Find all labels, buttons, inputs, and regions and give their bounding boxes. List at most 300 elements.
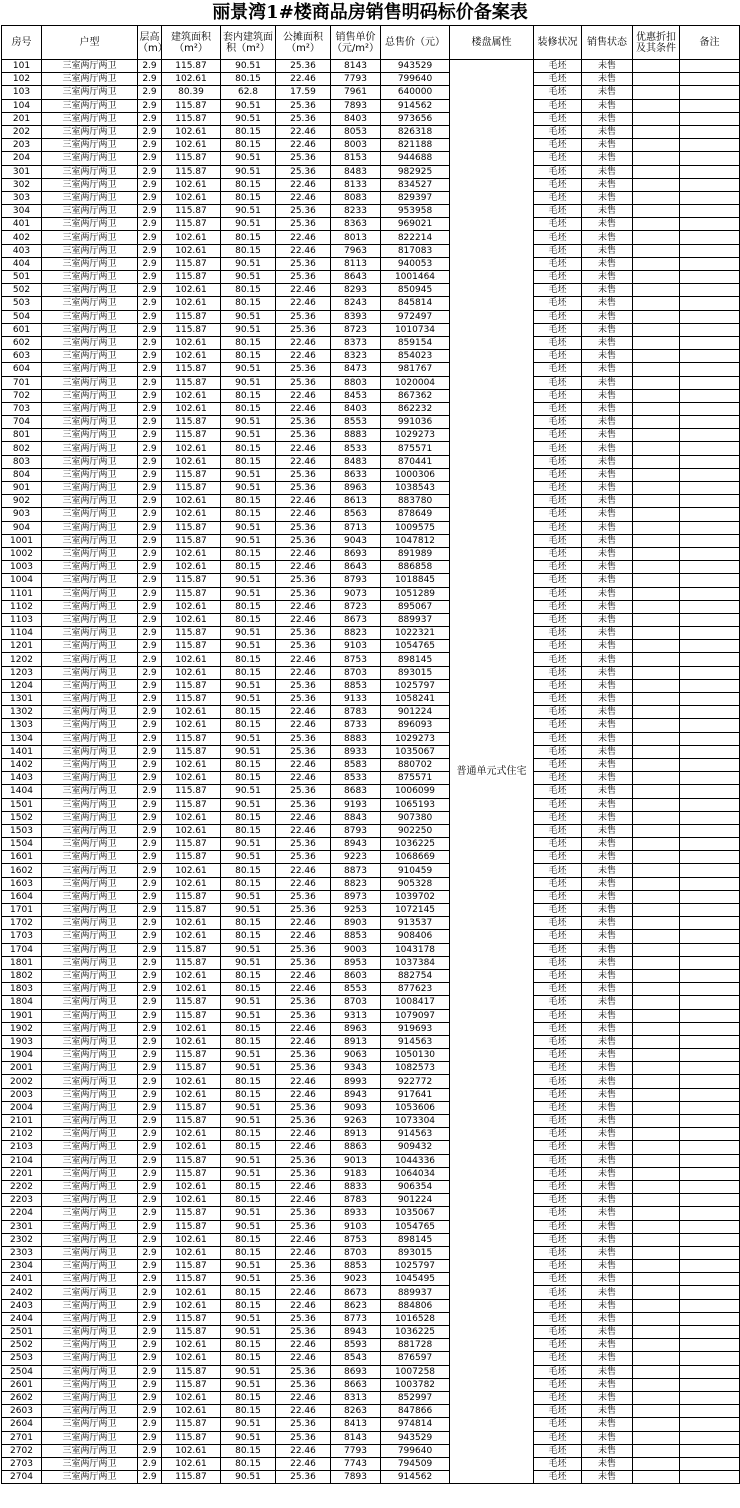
type-cell: 三室两厅两卫: [42, 178, 138, 191]
type-cell: 三室两厅两卫: [42, 824, 138, 837]
inner-area-cell: 90.51: [221, 785, 276, 798]
discount-cell: [633, 1365, 680, 1378]
gross-area-cell: 115.87: [162, 1418, 221, 1431]
table-row: [2, 1154, 740, 1167]
unit-price-cell: 8733: [331, 719, 381, 732]
gross-area-cell: 115.87: [162, 1260, 221, 1273]
unit-price-cell: 8873: [331, 864, 381, 877]
shared-area-cell: 25.36: [276, 152, 331, 165]
inner-area-cell: 90.51: [221, 1471, 276, 1484]
total-price-cell: 1001464: [381, 271, 450, 284]
table-row: [2, 1312, 740, 1325]
type-cell: 三室两厅两卫: [42, 1154, 138, 1167]
discount-cell: [633, 745, 680, 758]
discount-cell: [633, 165, 680, 178]
shared-area-cell: 25.36: [276, 1312, 331, 1325]
height-cell: 2.9: [138, 482, 162, 495]
height-cell: 2.9: [138, 165, 162, 178]
discount-cell: [633, 73, 680, 86]
height-cell: 2.9: [138, 1286, 162, 1299]
status-cell: 未售: [582, 640, 633, 653]
remark-cell: [680, 1088, 740, 1101]
inner-area-cell: 90.51: [221, 679, 276, 692]
decoration-cell: 毛坯: [534, 758, 582, 771]
remark-cell: [680, 1260, 740, 1273]
discount-cell: [633, 284, 680, 297]
unit-price-cell: 7793: [331, 73, 381, 86]
gross-area-cell: 115.87: [162, 112, 221, 125]
discount-cell: [633, 838, 680, 851]
room-cell: 903: [2, 508, 42, 521]
shared-area-cell: 25.36: [276, 1220, 331, 1233]
decoration-cell: 毛坯: [534, 336, 582, 349]
gross-area-cell: 115.87: [162, 429, 221, 442]
discount-cell: [633, 323, 680, 336]
gross-area-cell: 102.61: [162, 284, 221, 297]
height-cell: 2.9: [138, 600, 162, 613]
inner-area-cell: 80.15: [221, 758, 276, 771]
shared-area-cell: 22.46: [276, 1128, 331, 1141]
unit-price-cell: 9193: [331, 798, 381, 811]
table-row: [2, 719, 740, 732]
room-cell: 1404: [2, 785, 42, 798]
header-status: 销售状态: [582, 26, 633, 60]
type-cell: 三室两厅两卫: [42, 257, 138, 270]
unit-price-cell: 7893: [331, 99, 381, 112]
table-row: [2, 758, 740, 771]
gross-area-cell: 102.61: [162, 73, 221, 86]
discount-cell: [633, 943, 680, 956]
shared-area-cell: 22.46: [276, 1352, 331, 1365]
type-cell: 三室两厅两卫: [42, 1062, 138, 1075]
table-row: [2, 112, 740, 125]
height-cell: 2.9: [138, 1035, 162, 1048]
remark-cell: [680, 1009, 740, 1022]
height-cell: 2.9: [138, 468, 162, 481]
shared-area-cell: 22.46: [276, 547, 331, 560]
remark-cell: [680, 376, 740, 389]
type-cell: 三室两厅两卫: [42, 640, 138, 653]
remark-cell: [680, 1457, 740, 1470]
room-cell: 2701: [2, 1431, 42, 1444]
gross-area-cell: 102.61: [162, 1246, 221, 1259]
status-cell: 未售: [582, 205, 633, 218]
shared-area-cell: 25.36: [276, 416, 331, 429]
gross-area-cell: 115.87: [162, 60, 221, 73]
gross-area-cell: 115.87: [162, 1365, 221, 1378]
gross-area-cell: 115.87: [162, 640, 221, 653]
shared-area-cell: 22.46: [276, 1299, 331, 1312]
remark-cell: [680, 1115, 740, 1128]
remark-cell: [680, 666, 740, 679]
table-row: [2, 1418, 740, 1431]
remark-cell: [680, 1022, 740, 1035]
shared-area-cell: 22.46: [276, 877, 331, 890]
total-price-cell: 794509: [381, 1457, 450, 1470]
height-cell: 2.9: [138, 811, 162, 824]
remark-cell: [680, 969, 740, 982]
room-cell: 504: [2, 310, 42, 323]
gross-area-cell: 102.61: [162, 1141, 221, 1154]
inner-area-cell: 80.15: [221, 917, 276, 930]
status-cell: 未售: [582, 785, 633, 798]
shared-area-cell: 22.46: [276, 811, 331, 824]
gross-area-cell: 102.61: [162, 442, 221, 455]
status-cell: 未售: [582, 60, 633, 73]
table-row: [2, 1286, 740, 1299]
height-cell: 2.9: [138, 125, 162, 138]
discount-cell: [633, 969, 680, 982]
remark-cell: [680, 152, 740, 165]
unit-price-cell: 8533: [331, 772, 381, 785]
status-cell: 未售: [582, 534, 633, 547]
discount-cell: [633, 152, 680, 165]
table-row: [2, 1391, 740, 1404]
shared-area-cell: 22.46: [276, 613, 331, 626]
discount-cell: [633, 1207, 680, 1220]
table-row: [2, 877, 740, 890]
total-price-cell: 1047812: [381, 534, 450, 547]
inner-area-cell: 80.15: [221, 1405, 276, 1418]
unit-price-cell: 8793: [331, 824, 381, 837]
room-cell: 1904: [2, 1049, 42, 1062]
total-price-cell: 859154: [381, 336, 450, 349]
total-price-cell: 867362: [381, 389, 450, 402]
discount-cell: [633, 508, 680, 521]
remark-cell: [680, 904, 740, 917]
discount-cell: [633, 534, 680, 547]
total-price-cell: 847866: [381, 1405, 450, 1418]
decoration-cell: 毛坯: [534, 323, 582, 336]
height-cell: 2.9: [138, 956, 162, 969]
inner-area-cell: 80.15: [221, 455, 276, 468]
total-price-cell: 981767: [381, 363, 450, 376]
total-price-cell: 821188: [381, 139, 450, 152]
decoration-cell: 毛坯: [534, 1246, 582, 1259]
status-cell: 未售: [582, 693, 633, 706]
type-cell: 三室两厅两卫: [42, 86, 138, 99]
status-cell: 未售: [582, 1260, 633, 1273]
room-cell: 1301: [2, 693, 42, 706]
status-cell: 未售: [582, 376, 633, 389]
remark-cell: [680, 772, 740, 785]
decoration-cell: 毛坯: [534, 547, 582, 560]
unit-price-cell: 9023: [331, 1273, 381, 1286]
table-row: [2, 732, 740, 745]
type-cell: 三室两厅两卫: [42, 996, 138, 1009]
header-gross-area: 建筑面积（m²）: [162, 26, 221, 60]
height-cell: 2.9: [138, 640, 162, 653]
unit-price-cell: 8883: [331, 732, 381, 745]
remark-cell: [680, 785, 740, 798]
unit-price-cell: 8793: [331, 574, 381, 587]
remark-cell: [680, 587, 740, 600]
total-price-cell: 922772: [381, 1075, 450, 1088]
remark-cell: [680, 363, 740, 376]
decoration-cell: 毛坯: [534, 904, 582, 917]
type-cell: 三室两厅两卫: [42, 1009, 138, 1022]
room-cell: 302: [2, 178, 42, 191]
total-price-cell: 891989: [381, 547, 450, 560]
inner-area-cell: 90.51: [221, 851, 276, 864]
type-cell: 三室两厅两卫: [42, 165, 138, 178]
discount-cell: [633, 1128, 680, 1141]
remark-cell: [680, 402, 740, 415]
table-row: [2, 547, 740, 560]
decoration-cell: 毛坯: [534, 1312, 582, 1325]
type-cell: 三室两厅两卫: [42, 1378, 138, 1391]
header-decoration: 装修状况: [534, 26, 582, 60]
decoration-cell: 毛坯: [534, 125, 582, 138]
discount-cell: [633, 1022, 680, 1035]
discount-cell: [633, 1075, 680, 1088]
room-cell: 601: [2, 323, 42, 336]
height-cell: 2.9: [138, 1405, 162, 1418]
table-row: [2, 1365, 740, 1378]
remark-cell: [680, 323, 740, 336]
status-cell: 未售: [582, 983, 633, 996]
remark-cell: [680, 297, 740, 310]
inner-area-cell: 90.51: [221, 1049, 276, 1062]
gross-area-cell: 115.87: [162, 838, 221, 851]
table-row: [2, 693, 740, 706]
type-cell: 三室两厅两卫: [42, 1035, 138, 1048]
shared-area-cell: 25.36: [276, 205, 331, 218]
unit-price-cell: 8913: [331, 1035, 381, 1048]
unit-price-cell: 8723: [331, 323, 381, 336]
height-cell: 2.9: [138, 310, 162, 323]
document-title: 丽景湾1#楼商品房销售明码标价备案表: [212, 2, 528, 23]
status-cell: 未售: [582, 323, 633, 336]
gross-area-cell: 102.61: [162, 244, 221, 257]
table-row: [2, 1431, 740, 1444]
shared-area-cell: 25.36: [276, 323, 331, 336]
discount-cell: [633, 1444, 680, 1457]
inner-area-cell: 90.51: [221, 271, 276, 284]
gross-area-cell: 102.61: [162, 1352, 221, 1365]
room-cell: 403: [2, 244, 42, 257]
table-row: [2, 508, 740, 521]
total-price-cell: 1079097: [381, 1009, 450, 1022]
inner-area-cell: 90.51: [221, 1260, 276, 1273]
decoration-cell: 毛坯: [534, 495, 582, 508]
height-cell: 2.9: [138, 60, 162, 73]
unit-price-cell: 8773: [331, 1312, 381, 1325]
remark-cell: [680, 350, 740, 363]
discount-cell: [633, 1154, 680, 1167]
status-cell: 未售: [582, 666, 633, 679]
gross-area-cell: 102.61: [162, 1180, 221, 1193]
height-cell: 2.9: [138, 574, 162, 587]
status-cell: 未售: [582, 112, 633, 125]
decoration-cell: 毛坯: [534, 838, 582, 851]
type-cell: 三室两厅两卫: [42, 693, 138, 706]
unit-price-cell: 8133: [331, 178, 381, 191]
discount-cell: [633, 772, 680, 785]
inner-area-cell: 80.15: [221, 811, 276, 824]
total-price-cell: 895067: [381, 600, 450, 613]
room-cell: 1903: [2, 1035, 42, 1048]
unit-price-cell: 8143: [331, 60, 381, 73]
total-price-cell: 878649: [381, 508, 450, 521]
total-price-cell: 914563: [381, 1035, 450, 1048]
height-cell: 2.9: [138, 178, 162, 191]
gross-area-cell: 115.87: [162, 1471, 221, 1484]
unit-price-cell: 8883: [331, 429, 381, 442]
decoration-cell: 毛坯: [534, 482, 582, 495]
room-cell: 1001: [2, 534, 42, 547]
inner-area-cell: 80.15: [221, 1088, 276, 1101]
height-cell: 2.9: [138, 1167, 162, 1180]
room-cell: 203: [2, 139, 42, 152]
height-cell: 2.9: [138, 86, 162, 99]
total-price-cell: 1038543: [381, 482, 450, 495]
room-cell: 1003: [2, 561, 42, 574]
decoration-cell: 毛坯: [534, 1391, 582, 1404]
inner-area-cell: 90.51: [221, 904, 276, 917]
room-cell: 2501: [2, 1326, 42, 1339]
height-cell: 2.9: [138, 1471, 162, 1484]
inner-area-cell: 80.15: [221, 1299, 276, 1312]
decoration-cell: 毛坯: [534, 1431, 582, 1444]
total-price-cell: 1020004: [381, 376, 450, 389]
unit-price-cell: 8113: [331, 257, 381, 270]
shared-area-cell: 22.46: [276, 284, 331, 297]
table-row: [2, 521, 740, 534]
discount-cell: [633, 824, 680, 837]
total-price-cell: 893015: [381, 1246, 450, 1259]
room-cell: 1602: [2, 864, 42, 877]
decoration-cell: 毛坯: [534, 363, 582, 376]
table-row: [2, 1220, 740, 1233]
total-price-cell: 1022321: [381, 627, 450, 640]
shared-area-cell: 25.36: [276, 1471, 331, 1484]
gross-area-cell: 102.61: [162, 1299, 221, 1312]
discount-cell: [633, 653, 680, 666]
decoration-cell: 毛坯: [534, 943, 582, 956]
total-price-cell: 1029273: [381, 429, 450, 442]
type-cell: 三室两厅两卫: [42, 1194, 138, 1207]
inner-area-cell: 90.51: [221, 363, 276, 376]
height-cell: 2.9: [138, 824, 162, 837]
room-cell: 602: [2, 336, 42, 349]
unit-price-cell: 8853: [331, 1260, 381, 1273]
status-cell: 未售: [582, 257, 633, 270]
table-row: [2, 310, 740, 323]
discount-cell: [633, 1405, 680, 1418]
discount-cell: [633, 1220, 680, 1233]
unit-price-cell: 8313: [331, 1391, 381, 1404]
room-cell: 1702: [2, 917, 42, 930]
unit-price-cell: 8753: [331, 1233, 381, 1246]
discount-cell: [633, 811, 680, 824]
inner-area-cell: 80.15: [221, 73, 276, 86]
table-row: [2, 416, 740, 429]
unit-price-cell: 8853: [331, 930, 381, 943]
type-cell: 三室两厅两卫: [42, 745, 138, 758]
shared-area-cell: 25.36: [276, 785, 331, 798]
room-cell: 2004: [2, 1101, 42, 1114]
status-cell: 未售: [582, 442, 633, 455]
room-cell: 704: [2, 416, 42, 429]
table-row: [2, 600, 740, 613]
status-cell: 未售: [582, 1457, 633, 1470]
shared-area-cell: 25.36: [276, 1260, 331, 1273]
room-cell: 201: [2, 112, 42, 125]
discount-cell: [633, 231, 680, 244]
total-price-cell: 822214: [381, 231, 450, 244]
unit-price-cell: 8693: [331, 547, 381, 560]
unit-price-cell: 7963: [331, 244, 381, 257]
decoration-cell: 毛坯: [534, 429, 582, 442]
room-cell: 1703: [2, 930, 42, 943]
room-cell: 303: [2, 191, 42, 204]
height-cell: 2.9: [138, 851, 162, 864]
shared-area-cell: 25.36: [276, 271, 331, 284]
remark-cell: [680, 1207, 740, 1220]
remark-cell: [680, 284, 740, 297]
remark-cell: [680, 600, 740, 613]
status-cell: 未售: [582, 125, 633, 138]
remark-cell: [680, 732, 740, 745]
decoration-cell: 毛坯: [534, 165, 582, 178]
gross-area-cell: 115.87: [162, 534, 221, 547]
status-cell: 未售: [582, 336, 633, 349]
discount-cell: [633, 1049, 680, 1062]
decoration-cell: 毛坯: [534, 772, 582, 785]
shared-area-cell: 25.36: [276, 1062, 331, 1075]
discount-cell: [633, 1246, 680, 1259]
room-cell: 1504: [2, 838, 42, 851]
discount-cell: [633, 693, 680, 706]
height-cell: 2.9: [138, 1391, 162, 1404]
status-cell: 未售: [582, 495, 633, 508]
room-cell: 1101: [2, 587, 42, 600]
height-cell: 2.9: [138, 1444, 162, 1457]
unit-price-cell: 8593: [331, 1339, 381, 1352]
status-cell: 未售: [582, 1286, 633, 1299]
height-cell: 2.9: [138, 389, 162, 402]
status-cell: 未售: [582, 310, 633, 323]
table-row: [2, 1075, 740, 1088]
remark-cell: [680, 534, 740, 547]
inner-area-cell: 80.15: [221, 1457, 276, 1470]
unit-price-cell: 7961: [331, 86, 381, 99]
discount-cell: [633, 1141, 680, 1154]
type-cell: 三室两厅两卫: [42, 99, 138, 112]
shared-area-cell: 22.46: [276, 917, 331, 930]
status-cell: 未售: [582, 838, 633, 851]
discount-cell: [633, 1418, 680, 1431]
shared-area-cell: 25.36: [276, 376, 331, 389]
room-cell: 304: [2, 205, 42, 218]
gross-area-cell: 115.87: [162, 679, 221, 692]
decoration-cell: 毛坯: [534, 745, 582, 758]
type-cell: 三室两厅两卫: [42, 521, 138, 534]
unit-price-cell: 8683: [331, 785, 381, 798]
table-row: [2, 1088, 740, 1101]
inner-area-cell: 80.15: [221, 1180, 276, 1193]
unit-price-cell: 8583: [331, 758, 381, 771]
total-price-cell: 1082573: [381, 1062, 450, 1075]
discount-cell: [633, 627, 680, 640]
unit-price-cell: 8473: [331, 363, 381, 376]
inner-area-cell: 90.51: [221, 956, 276, 969]
height-cell: 2.9: [138, 785, 162, 798]
discount-cell: [633, 363, 680, 376]
room-cell: 503: [2, 297, 42, 310]
inner-area-cell: 90.51: [221, 218, 276, 231]
